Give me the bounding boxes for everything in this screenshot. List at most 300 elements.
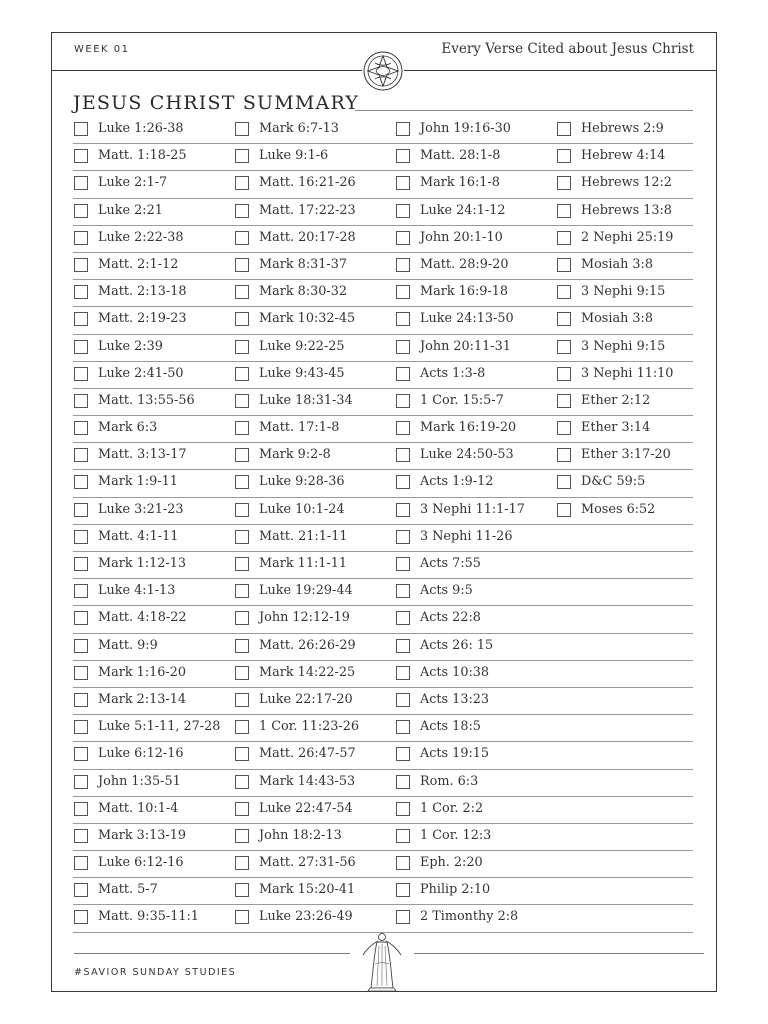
verse-reference: Mark 6:7-13 [259, 121, 339, 136]
verse-reference: Mark 2:13-14 [98, 691, 187, 707]
header-title: Every Verse Cited about Jesus Christ [441, 41, 694, 57]
verse-reference: Matt. 17:1-8 [259, 420, 340, 436]
verse-column-1 [73, 117, 234, 933]
checklist-row [234, 171, 395, 198]
checkbox[interactable] [74, 448, 88, 462]
checklist-row [395, 715, 556, 742]
checkbox[interactable] [396, 367, 410, 381]
checklist-row [556, 171, 693, 198]
checkbox[interactable] [396, 584, 410, 598]
verse-reference: Hebrew 4:14 [581, 148, 666, 164]
checkbox[interactable] [235, 910, 249, 924]
checklist-row [395, 171, 556, 198]
checkbox[interactable] [235, 666, 249, 680]
checkbox[interactable] [235, 204, 249, 218]
checklist-row [234, 824, 395, 851]
checklist-row [556, 253, 693, 280]
checkbox[interactable] [396, 747, 410, 761]
checkbox[interactable] [557, 149, 571, 163]
checklist-row [395, 443, 556, 470]
checklist-row [395, 470, 556, 497]
checkbox[interactable] [235, 747, 249, 761]
checklist-row [395, 280, 556, 307]
checklist-row [395, 905, 556, 932]
checkbox[interactable] [74, 666, 88, 680]
verse-reference: 3 Nephi 11:1-17 [420, 501, 525, 517]
checkbox[interactable] [74, 584, 88, 598]
checklist-row [395, 525, 556, 552]
checklist-row [234, 498, 395, 525]
checklist-row [556, 117, 693, 144]
checklist-row [73, 280, 234, 307]
checklist-row [73, 307, 234, 334]
verse-reference: Hebrews 2:9 [581, 121, 664, 136]
verse-reference: Acts 19:15 [420, 746, 490, 762]
checkbox[interactable] [74, 231, 88, 245]
verse-reference: Mark 14:43-53 [259, 773, 356, 789]
verse-reference: John 19:16-30 [420, 121, 511, 136]
checklist-row [395, 742, 556, 769]
checklist-row [556, 443, 693, 470]
checkbox[interactable] [396, 394, 410, 408]
checklist-row [556, 307, 693, 334]
checklist-row [395, 498, 556, 525]
checkbox[interactable] [235, 149, 249, 163]
checklist-row [73, 634, 234, 661]
checklist-row [395, 606, 556, 633]
verse-reference: Mark 15:20-41 [259, 882, 356, 898]
checklist-row [73, 688, 234, 715]
checkbox[interactable] [557, 340, 571, 354]
checkbox[interactable] [235, 340, 249, 354]
checkbox[interactable] [235, 285, 249, 299]
verse-reference: 3 Nephi 11:10 [581, 365, 674, 381]
verse-reference: Mark 1:9-11 [98, 474, 178, 490]
verse-reference: Luke 9:22-25 [259, 338, 345, 354]
verse-reference: 3 Nephi 11-26 [420, 528, 513, 544]
checkbox[interactable] [235, 639, 249, 653]
verse-reference: Matt. 21:1-11 [259, 528, 348, 544]
checklist-row [556, 470, 693, 497]
checklist-row [556, 606, 693, 633]
checkbox[interactable] [74, 720, 88, 734]
verse-reference: Luke 22:17-20 [259, 691, 353, 707]
checkbox[interactable] [396, 910, 410, 924]
summary-title: JESUS CHRIST SUMMARY [73, 92, 360, 114]
checklist-row [234, 688, 395, 715]
checklist-row [73, 470, 234, 497]
checklist-row [234, 742, 395, 769]
checkbox[interactable] [396, 231, 410, 245]
verse-reference: Matt. 2:13-18 [98, 284, 187, 300]
checklist-row [556, 797, 693, 824]
verse-reference: Mark 16:19-20 [420, 420, 517, 436]
verse-reference: Matt. 9:9 [98, 637, 158, 653]
verse-reference: Mark 1:16-20 [98, 664, 187, 680]
checklist-row [395, 634, 556, 661]
checklist-row [556, 851, 693, 878]
verse-reference: Mark 8:31-37 [259, 256, 348, 272]
verse-reference: Luke 24:13-50 [420, 311, 514, 327]
verse-reference: Matt. 9:35-11:1 [98, 909, 199, 925]
verse-reference: Matt. 16:21-26 [259, 175, 356, 191]
checkbox[interactable] [235, 475, 249, 489]
checkbox[interactable] [74, 176, 88, 190]
checkbox[interactable] [235, 258, 249, 272]
checkbox[interactable] [396, 666, 410, 680]
checkbox[interactable] [396, 856, 410, 870]
verse-reference: Acts 9:5 [420, 583, 473, 599]
checkbox[interactable] [74, 910, 88, 924]
checklist-row [234, 389, 395, 416]
checklist-row [73, 715, 234, 742]
checkbox[interactable] [396, 149, 410, 163]
checkbox[interactable] [557, 204, 571, 218]
verse-reference: Acts 1:3-8 [420, 365, 486, 381]
checklist-row [73, 552, 234, 579]
verse-reference: Luke 18:31-34 [259, 392, 353, 408]
verse-reference: Luke 9:28-36 [259, 474, 345, 490]
verse-reference: 1 Cor. 2:2 [420, 800, 484, 816]
checklist-row [556, 824, 693, 851]
verse-reference: Luke 19:29-44 [259, 583, 353, 599]
verse-reference: Ether 2:12 [581, 392, 651, 408]
checklist-row [234, 552, 395, 579]
checklist-row [556, 634, 693, 661]
checklist-row [234, 199, 395, 226]
checklist-row [73, 117, 234, 144]
verse-reference: 1 Cor. 15:5-7 [420, 392, 504, 408]
checklist-row [73, 498, 234, 525]
checklist-row [234, 878, 395, 905]
checklist-row [234, 579, 395, 606]
verse-reference: Luke 2:22-38 [98, 229, 184, 245]
verse-reference: Eph. 2:20 [420, 855, 483, 871]
verse-reference: Philip 2:10 [420, 882, 491, 898]
checklist-row [395, 878, 556, 905]
checkbox[interactable] [74, 802, 88, 816]
checklist-row [556, 661, 693, 688]
checkbox[interactable] [74, 312, 88, 326]
checklist-row [73, 389, 234, 416]
verse-reference: John 20:11-31 [420, 338, 511, 354]
checkbox[interactable] [396, 258, 410, 272]
checklist-row [73, 525, 234, 552]
compass-emblem-icon [362, 50, 404, 92]
verse-reference: Acts 13:23 [420, 691, 490, 707]
checklist-row [556, 389, 693, 416]
verse-column-2 [234, 117, 395, 933]
checkbox[interactable] [74, 394, 88, 408]
checkbox[interactable] [396, 340, 410, 354]
verse-reference: Luke 4:1-13 [98, 583, 176, 599]
verse-reference: Luke 24:1-12 [420, 202, 506, 218]
checkbox[interactable] [74, 883, 88, 897]
checkbox[interactable] [557, 475, 571, 489]
checkbox[interactable] [74, 530, 88, 544]
verse-reference: Moses 6:52 [581, 501, 656, 517]
verse-reference: Matt. 13:55-56 [98, 392, 195, 408]
verse-reference: Matt. 28:9-20 [420, 256, 509, 272]
verse-reference: John 12:12-19 [259, 610, 350, 626]
checkbox[interactable] [396, 557, 410, 571]
checklist-row [395, 770, 556, 797]
checkbox[interactable] [235, 557, 249, 571]
checkbox[interactable] [396, 883, 410, 897]
checkbox[interactable] [396, 448, 410, 462]
verse-reference: Mark 11:1-11 [259, 556, 348, 571]
title-rule [355, 110, 693, 111]
verse-reference: Matt. 2:1-12 [98, 256, 179, 272]
checkbox[interactable] [74, 421, 88, 435]
footer-rule-left [74, 953, 350, 954]
checklist-row [234, 606, 395, 633]
verse-reference: Matt. 2:19-23 [98, 311, 187, 327]
checkbox[interactable] [235, 611, 249, 625]
verse-reference: Mark 1:12-13 [98, 556, 187, 571]
checklist-row [395, 362, 556, 389]
checklist-row [395, 688, 556, 715]
checklist-row [556, 416, 693, 443]
verse-reference: Ether 3:14 [581, 420, 651, 436]
checkbox[interactable] [557, 503, 571, 517]
checkbox[interactable] [235, 421, 249, 435]
verse-reference: Acts 10:38 [420, 664, 490, 680]
checklist-row [73, 905, 234, 932]
verse-reference: Matt. 20:17-28 [259, 229, 356, 245]
checkbox[interactable] [74, 258, 88, 272]
checklist-row [395, 389, 556, 416]
verse-reference: Hebrews 12:2 [581, 175, 672, 191]
checkbox[interactable] [74, 475, 88, 489]
verse-reference: Luke 24:50-53 [420, 447, 514, 463]
checklist-row [73, 443, 234, 470]
verse-reference: Rom. 6:3 [420, 773, 479, 789]
checklist-row [234, 226, 395, 253]
christus-statue-icon [358, 928, 406, 992]
checklist-row [556, 362, 693, 389]
checkbox[interactable] [235, 122, 249, 136]
checkbox[interactable] [235, 503, 249, 517]
checkbox[interactable] [396, 176, 410, 190]
checklist-row [556, 770, 693, 797]
checklist-row [556, 878, 693, 905]
checkbox[interactable] [74, 285, 88, 299]
checklist-row [73, 362, 234, 389]
checklist-row [395, 416, 556, 443]
verse-reference: John 1:35-51 [98, 773, 181, 789]
checklist-row [556, 144, 693, 171]
checkbox[interactable] [557, 285, 571, 299]
checkbox[interactable] [396, 122, 410, 136]
checklist-row [556, 552, 693, 579]
checkbox[interactable] [74, 557, 88, 571]
verse-reference: Luke 2:21 [98, 202, 163, 218]
verse-reference: Acts 7:55 [420, 556, 481, 571]
checkbox[interactable] [396, 475, 410, 489]
checkbox[interactable] [557, 258, 571, 272]
verse-reference: Mark 9:2-8 [259, 447, 331, 463]
checkbox[interactable] [235, 367, 249, 381]
verse-reference: Matt. 5-7 [98, 882, 158, 898]
checklist-row [234, 144, 395, 171]
checklist-row [234, 443, 395, 470]
footer-hashtag: #SAVIOR SUNDAY STUDIES [74, 967, 237, 978]
checkbox[interactable] [235, 720, 249, 734]
verse-reference: Hebrews 13:8 [581, 202, 672, 218]
checklist-row [234, 470, 395, 497]
checkbox[interactable] [235, 856, 249, 870]
checklist-row [395, 579, 556, 606]
verse-reference: 1 Cor. 11:23-26 [259, 719, 360, 735]
checkbox[interactable] [557, 448, 571, 462]
verse-reference: Acts 18:5 [420, 719, 481, 735]
checklist-row [234, 851, 395, 878]
checkbox[interactable] [557, 312, 571, 326]
verse-reference: Mark 6:3 [98, 420, 158, 436]
checkbox[interactable] [74, 503, 88, 517]
checkbox[interactable] [235, 802, 249, 816]
verse-reference: Mosiah 3:8 [581, 311, 654, 327]
checklist-row [234, 715, 395, 742]
verse-column-4 [556, 117, 693, 933]
checklist-row [73, 416, 234, 443]
checklist-row [395, 661, 556, 688]
checkbox[interactable] [235, 883, 249, 897]
checkbox[interactable] [396, 312, 410, 326]
checkbox[interactable] [235, 176, 249, 190]
checkbox[interactable] [235, 312, 249, 326]
verse-reference: Acts 22:8 [420, 610, 481, 626]
verse-reference: Luke 2:41-50 [98, 365, 184, 381]
verse-reference: 1 Cor. 12:3 [420, 827, 492, 843]
checkbox[interactable] [396, 503, 410, 517]
checkbox[interactable] [74, 122, 88, 136]
verse-reference: Matt. 17:22-23 [259, 202, 356, 218]
checkbox[interactable] [235, 231, 249, 245]
checklist-row [556, 905, 693, 932]
checkbox[interactable] [74, 611, 88, 625]
checklist-row [395, 117, 556, 144]
checklist-row [395, 851, 556, 878]
verse-reference: Matt. 26:47-57 [259, 746, 356, 762]
checkbox[interactable] [396, 802, 410, 816]
checklist-row [234, 307, 395, 334]
checkbox[interactable] [557, 231, 571, 245]
checkbox[interactable] [396, 421, 410, 435]
checklist-row [395, 552, 556, 579]
checkbox[interactable] [235, 693, 249, 707]
checkbox[interactable] [74, 340, 88, 354]
checkbox[interactable] [74, 747, 88, 761]
checklist-row [556, 579, 693, 606]
verse-reference: 3 Nephi 9:15 [581, 338, 666, 354]
verse-reference: Luke 9:43-45 [259, 365, 345, 381]
checklist-row [73, 661, 234, 688]
checklist-row [234, 416, 395, 443]
checkbox[interactable] [396, 285, 410, 299]
verse-reference: Luke 2:1-7 [98, 175, 168, 191]
verse-reference: Matt. 4:1-11 [98, 528, 179, 544]
checkbox[interactable] [235, 775, 249, 789]
checklist-row [234, 335, 395, 362]
checklist-row [73, 606, 234, 633]
checkbox[interactable] [557, 421, 571, 435]
checklist-row [73, 144, 234, 171]
checklist-row [73, 579, 234, 606]
checkbox[interactable] [396, 204, 410, 218]
verse-reference: John 20:1-10 [420, 229, 503, 245]
checkbox[interactable] [235, 448, 249, 462]
checkbox[interactable] [557, 176, 571, 190]
checklist-row [234, 362, 395, 389]
checkbox[interactable] [557, 122, 571, 136]
verse-reference: Luke 6:12-16 [98, 855, 184, 871]
checklist-row [73, 851, 234, 878]
footer-rule-right [414, 953, 704, 954]
verse-reference: John 18:2-13 [259, 827, 342, 843]
week-label: WEEK 01 [74, 44, 130, 55]
checklist-row [556, 335, 693, 362]
checklist-row [556, 688, 693, 715]
checklist-row [556, 715, 693, 742]
checkbox[interactable] [74, 204, 88, 218]
checkbox[interactable] [396, 530, 410, 544]
checkbox[interactable] [396, 775, 410, 789]
checklist-row [73, 226, 234, 253]
checkbox[interactable] [74, 639, 88, 653]
checklist-row [395, 335, 556, 362]
verse-reference: Mark 10:32-45 [259, 311, 356, 327]
verse-reference: Mark 3:13-19 [98, 827, 187, 843]
checkbox[interactable] [74, 693, 88, 707]
verse-reference: Mosiah 3:8 [581, 256, 654, 272]
checklist-row [234, 661, 395, 688]
verse-reference: Matt. 4:18-22 [98, 610, 187, 626]
checklist-row [73, 742, 234, 769]
checklist-row [556, 525, 693, 552]
checkbox[interactable] [74, 775, 88, 789]
verse-reference: D&C 59:5 [581, 474, 646, 490]
verse-reference: Mark 16:1-8 [420, 175, 500, 191]
checkbox[interactable] [235, 394, 249, 408]
checkbox[interactable] [74, 856, 88, 870]
checkbox[interactable] [74, 367, 88, 381]
verse-reference: Mark 14:22-25 [259, 664, 356, 680]
checkbox[interactable] [557, 394, 571, 408]
verse-reference: Luke 5:1-11, 27-28 [98, 719, 221, 735]
checkbox[interactable] [396, 693, 410, 707]
verse-reference: Matt. 28:1-8 [420, 148, 501, 164]
verse-reference: 3 Nephi 9:15 [581, 284, 666, 300]
checkbox[interactable] [74, 829, 88, 843]
checkbox[interactable] [396, 639, 410, 653]
checklist-row [395, 824, 556, 851]
checkbox[interactable] [235, 530, 249, 544]
checklist-row [556, 280, 693, 307]
checkbox[interactable] [235, 829, 249, 843]
checkbox[interactable] [396, 829, 410, 843]
checkbox[interactable] [396, 611, 410, 625]
checkbox[interactable] [557, 367, 571, 381]
verse-reference: Luke 10:1-24 [259, 501, 345, 517]
checkbox[interactable] [235, 584, 249, 598]
checklist-row [234, 280, 395, 307]
checkbox[interactable] [396, 720, 410, 734]
verse-reference: Acts 26: 15 [420, 637, 494, 653]
checkbox[interactable] [74, 149, 88, 163]
checklist-row [234, 525, 395, 552]
